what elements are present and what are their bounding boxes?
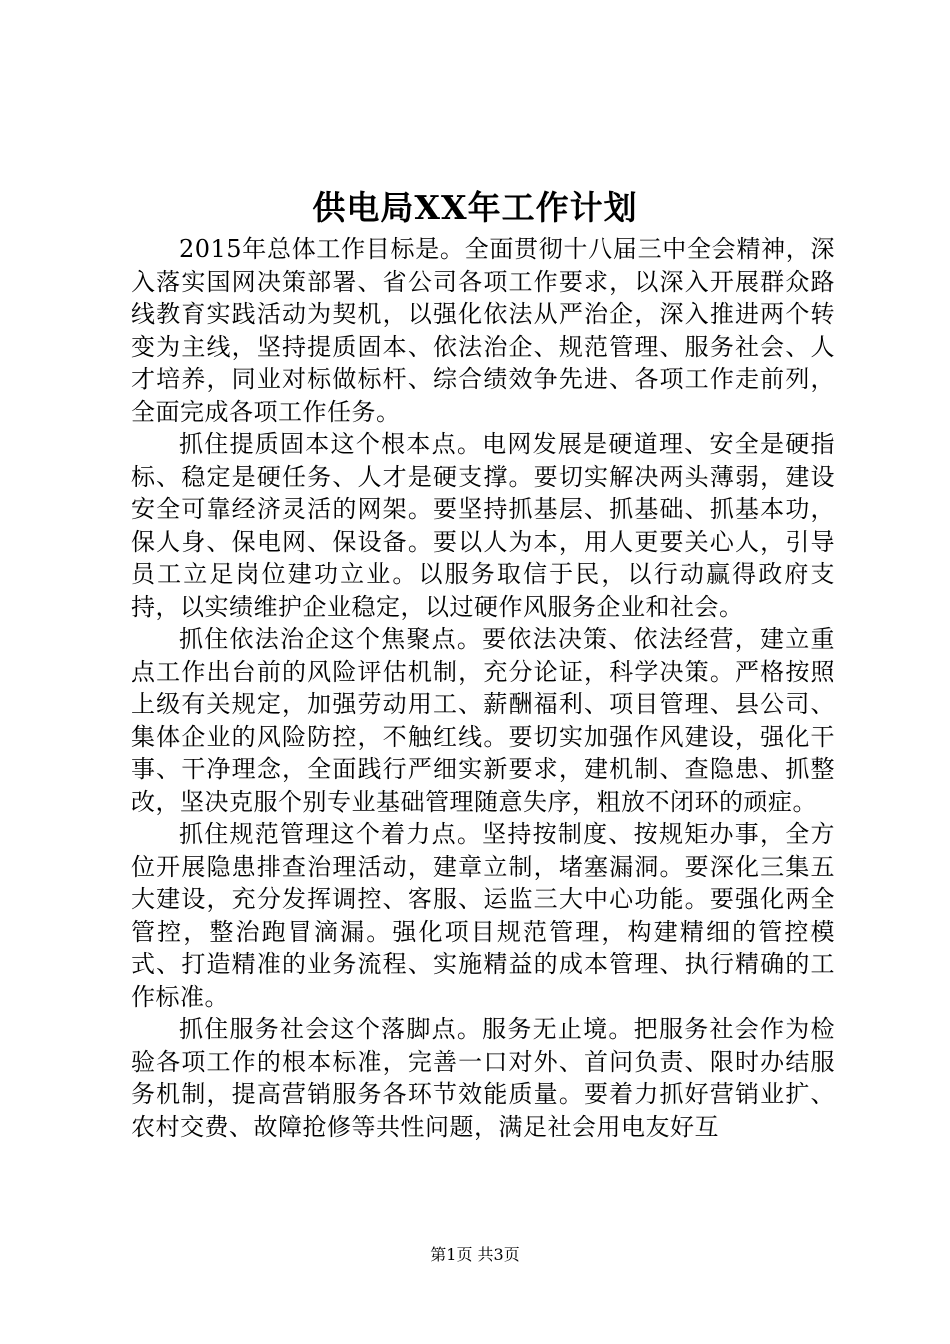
paragraph-standard-management: 抓住规范管理这个着力点。坚持按制度、按规矩办事，全方位开展隐患排查治理活动，建章立制，堵塞漏洞。要深化三集五大建设，充分发挥调控、客服、运监三大中心功能。要强化两全管控，整治跑冒滴漏。强化项目规范管理，构建精细的管控模式、打造精准的业务流程、实施精益的成本管理、执行精确的工作标准。 (131, 820, 835, 1011)
paragraph-rule-of-law: 抓住依法治企这个焦聚点。要依法决策、依法经营，建立重点工作出台前的风险评估机制，充分论证，科学决策。严格按照上级有关规定，加强劳动用工、薪酬福利、项目管理、县公司、集体企业的风险防控，不触红线。要切实加强作风建设，强化干事、干净理念，全面践行严细实新要求，建机制、查隐患、抓整改，坚决克服个别专业基础管理随意失序，粗放不闭环的顽症。 (131, 625, 835, 816)
paragraph-goals: 2015年总体工作目标是。全面贯彻十八届三中全会精神，深入落实国网决策部署、省公司各项工作要求，以深入开展群众路线教育实践活动为契机，以强化依法从严治企，深入推进两个转变为主线，坚持提质固本、依法治企、规范管理、服务社会、人才培养，同业对标做标杆、综合绩效争先进、各项工作走前列，全面完成各项工作任务。 (131, 235, 835, 426)
paragraph-serve-society: 抓住服务社会这个落脚点。服务无止境。把服务社会作为检验各项工作的根本标准，完善一口对外、首问负责、限时办结服务机制，提高营销服务各环节效能质量。要着力抓好营销业扩、农村交费、故障抢修等共性问题，满足社会用电友好互 (131, 1015, 835, 1141)
document-title: 供电局XX年工作计划 (312, 188, 638, 227)
page-number-footer: 第1页 共3页 (430, 1245, 520, 1264)
paragraph-quality-foundation: 抓住提质固本这个根本点。电网发展是硬道理、安全是硬指标、稳定是硬任务、人才是硬支撑。要切实解决两头薄弱，建设安全可靠经济灵活的网架。要坚持抓基层、抓基础、抓基本功，保人身、保电网、保设备。要以人为本，用人更要关心人，引导员工立足岗位建功立业。以服务取信于民，以行动赢得政府支持，以实绩维护企业稳定，以过硬作风服务企业和社会。 (131, 430, 835, 621)
document-body (131, 233, 835, 1143)
